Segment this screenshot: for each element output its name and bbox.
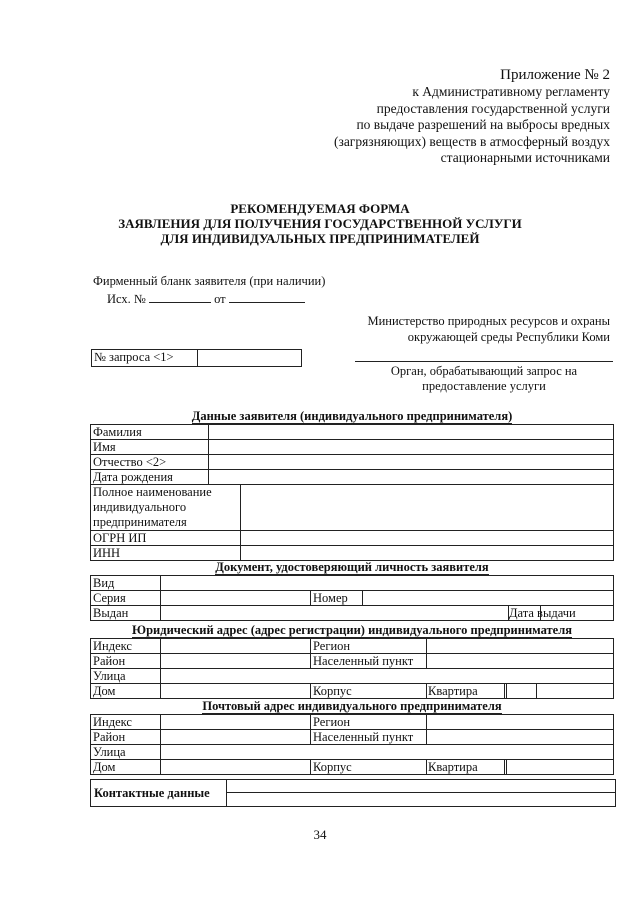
table-row bbox=[91, 591, 614, 606]
organ-line: предоставление услуги bbox=[422, 379, 546, 393]
outgoing-no-label: Исх. № bbox=[107, 292, 146, 306]
doc-number-field[interactable] bbox=[363, 591, 614, 606]
postal-apartment-label-text: Квартира bbox=[428, 760, 478, 774]
form-title bbox=[0, 201, 640, 246]
postal-street-field[interactable] bbox=[161, 745, 614, 760]
legal-district-label: Район bbox=[91, 654, 161, 669]
legal-house-field[interactable] bbox=[161, 684, 311, 699]
legal-street-field[interactable] bbox=[161, 669, 614, 684]
table-row bbox=[91, 606, 614, 621]
postal-house-label: Дом bbox=[91, 760, 161, 775]
organ-line: Орган, обрабатывающий запрос на bbox=[390, 364, 578, 378]
doc-type-field[interactable] bbox=[161, 576, 614, 591]
doc-series-field[interactable] bbox=[161, 591, 311, 606]
legal-address-section-heading: Юридический адрес (адрес регистрации) индивидуального предпринимателя bbox=[132, 623, 572, 637]
legal-district-field[interactable] bbox=[161, 654, 311, 669]
table-row bbox=[91, 669, 614, 684]
ministry-line: окружающей среды Республики Коми bbox=[407, 330, 610, 344]
organ-caption bbox=[355, 364, 613, 394]
postal-apartment-field[interactable] bbox=[505, 760, 614, 775]
legal-apartment-label bbox=[505, 684, 537, 699]
legal-region-label: Регион bbox=[311, 639, 427, 654]
postal-street-label: Улица bbox=[91, 745, 161, 760]
identity-section-heading: Документ, удостоверяющий личность заявителя bbox=[215, 560, 489, 574]
doc-type-label: Вид bbox=[91, 576, 161, 591]
request-number-box bbox=[91, 349, 302, 367]
postal-district-label: Район bbox=[91, 730, 161, 745]
table-row bbox=[91, 455, 614, 470]
appendix-line: к Административному регламенту bbox=[412, 84, 610, 99]
doc-issue-date-label: Дата выдачи bbox=[509, 606, 576, 620]
doc-series-label: Серия bbox=[91, 591, 161, 606]
legal-apartment-field[interactable] bbox=[537, 684, 614, 699]
full-name-label: Полное наименование индивидуального предпринимателя bbox=[91, 485, 241, 531]
legal-region-field[interactable] bbox=[427, 639, 614, 654]
appendix-line: Приложение № 2 bbox=[500, 67, 610, 83]
contact-data-label: Контактные данные bbox=[94, 786, 210, 800]
table-row bbox=[91, 576, 614, 591]
table-row bbox=[91, 684, 614, 699]
appendix-line: по выдаче разрешений на выбросы вредных bbox=[356, 117, 610, 132]
full-name-field[interactable] bbox=[241, 485, 614, 531]
legal-locality-label: Населенный пункт bbox=[311, 654, 427, 669]
postal-address-section-heading: Почтовый адрес индивидуального предпринимателя bbox=[202, 699, 502, 713]
postal-apartment-divider bbox=[506, 759, 507, 775]
contact-data-divider bbox=[226, 780, 227, 806]
applicant-section-heading: Данные заявителя (индивидуального предпринимателя) bbox=[191, 409, 513, 423]
form-title-line: ЗАЯВЛЕНИЯ ДЛЯ ПОЛУЧЕНИЯ ГОСУДАРСТВЕННОЙ УСЛУГИ bbox=[118, 216, 522, 231]
table-row bbox=[91, 654, 614, 669]
outgoing-date-field[interactable] bbox=[229, 290, 305, 303]
ogrn-field[interactable] bbox=[241, 531, 614, 546]
ministry-line: Министерство природных ресурсов и охраны bbox=[367, 314, 610, 328]
legal-index-field[interactable] bbox=[161, 639, 311, 654]
legal-index-label: Индекс bbox=[91, 639, 161, 654]
table-row bbox=[91, 425, 614, 440]
table-row bbox=[91, 485, 614, 531]
legal-address-table bbox=[90, 638, 614, 699]
postal-building-label: Корпус bbox=[311, 760, 427, 775]
patronymic-field[interactable] bbox=[209, 455, 614, 470]
birth-date-label: Дата рождения bbox=[91, 470, 209, 485]
table-row bbox=[91, 715, 614, 730]
applicant-table bbox=[90, 424, 614, 561]
patronymic-label: Отчество <2> bbox=[91, 455, 209, 470]
postal-district-field[interactable] bbox=[161, 730, 311, 745]
table-row bbox=[91, 546, 614, 561]
table-row bbox=[91, 470, 614, 485]
table-row bbox=[91, 730, 614, 745]
postal-region-field[interactable] bbox=[427, 715, 614, 730]
postal-locality-label: Населенный пункт bbox=[311, 730, 427, 745]
doc-issued-by-label: Выдан bbox=[91, 606, 161, 621]
legal-apartment-divider bbox=[506, 683, 507, 699]
postal-index-label: Индекс bbox=[91, 715, 161, 730]
legal-street-label: Улица bbox=[91, 669, 161, 684]
appendix-line: (загрязняющих) веществ в атмосферный воздух bbox=[333, 133, 610, 149]
contact-data-box bbox=[90, 779, 616, 807]
request-number-label: № запроса <1> bbox=[94, 350, 174, 364]
form-title-line: РЕКОМЕНДУЕМАЯ ФОРМА bbox=[230, 201, 410, 216]
birth-date-field[interactable] bbox=[209, 470, 614, 485]
table-row bbox=[91, 639, 614, 654]
identity-table bbox=[90, 575, 614, 621]
contact-data-field[interactable] bbox=[226, 792, 615, 793]
legal-house-label: Дом bbox=[91, 684, 161, 699]
appendix-note bbox=[334, 66, 610, 167]
outgoing-reference bbox=[107, 290, 305, 307]
doc-number-label: Номер bbox=[311, 591, 363, 606]
inn-field[interactable] bbox=[241, 546, 614, 561]
outgoing-no-field[interactable] bbox=[149, 290, 211, 303]
table-row bbox=[91, 531, 614, 546]
request-number-divider bbox=[197, 350, 198, 366]
appendix-line: предоставления государственной услуги bbox=[376, 100, 610, 116]
surname-field[interactable] bbox=[209, 425, 614, 440]
table-row bbox=[91, 745, 614, 760]
name-label: Имя bbox=[91, 440, 209, 455]
outgoing-date-label: от bbox=[214, 292, 226, 306]
table-row bbox=[91, 760, 614, 775]
legal-apartment-label-text: Квартира bbox=[428, 684, 478, 698]
legal-building-label: Корпус bbox=[311, 684, 427, 699]
ogrn-label: ОГРН ИП bbox=[91, 531, 241, 546]
postal-locality-field[interactable] bbox=[427, 730, 614, 745]
surname-label: Фамилия bbox=[91, 425, 209, 440]
legal-locality-field[interactable] bbox=[427, 654, 614, 669]
name-field[interactable] bbox=[209, 440, 614, 455]
appendix-line: стационарными источниками bbox=[440, 150, 610, 165]
organ-signature-line[interactable] bbox=[355, 361, 613, 362]
postal-index-field[interactable] bbox=[161, 715, 311, 730]
page-number: 34 bbox=[313, 827, 327, 842]
form-title-line: ДЛЯ ИНДИВИДУАЛЬНЫХ ПРЕДПРИНИМАТЕЛЕЙ bbox=[160, 231, 480, 246]
postal-address-table bbox=[90, 714, 614, 775]
doc-issued-by-field[interactable] bbox=[161, 606, 509, 621]
inn-label: ИНН bbox=[91, 546, 241, 561]
postal-region-label: Регион bbox=[311, 715, 427, 730]
recipient-ministry bbox=[368, 313, 611, 345]
letterhead-label: Фирменный бланк заявителя (при наличии) bbox=[93, 274, 326, 288]
table-row bbox=[91, 440, 614, 455]
postal-house-field[interactable] bbox=[161, 760, 311, 775]
